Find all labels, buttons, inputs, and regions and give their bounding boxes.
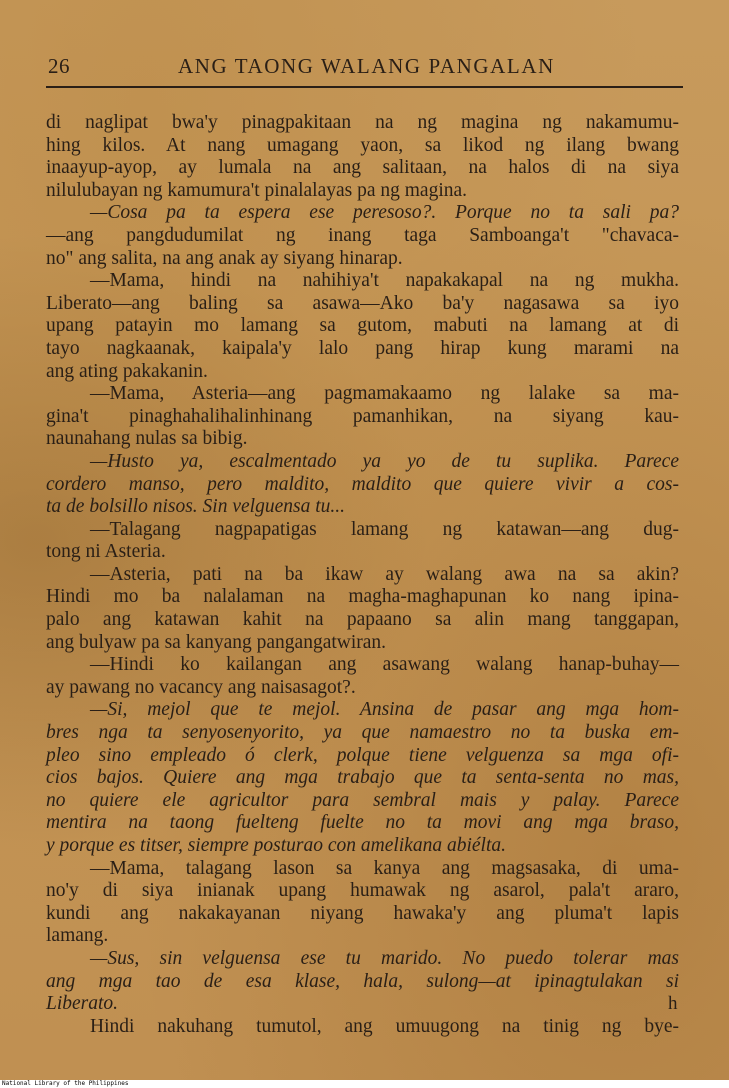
text-line: —Mama, hindi na nahihiya't napakakapal na ng mukha.	[90, 270, 679, 292]
text-line: —Husto ya, escalmentado ya yo de tu suplika. Parece	[90, 450, 679, 472]
header-rule	[46, 86, 683, 88]
signature-mark: h	[668, 993, 678, 1014]
text-line: Liberato.	[46, 993, 119, 1015]
text-line: inaayup-ayop, ay lumala na ang salitaan, na halos di na siya	[46, 157, 679, 179]
text-line: palo ang katawan kahit na papaano sa alin mang tanggapan,	[46, 609, 679, 631]
text-line: lamang.	[46, 925, 109, 947]
text-line: naunahang nulas sa bibig.	[46, 428, 248, 450]
text-line: Liberato—ang baling sa asawa—Ako ba'y nagasawa sa iyo	[46, 292, 679, 314]
text-line: upang patayin mo lamang sa gutom, mabuti na lamang at di	[46, 315, 679, 337]
text-line: kundi ang nakakayanan niyang hawaka'y ang pluma't lapis	[46, 902, 679, 924]
text-line: ang ating pakakanin.	[46, 360, 208, 382]
page-number: 26	[48, 54, 70, 78]
running-title: ANG TAONG WALANG PANGALAN	[178, 54, 555, 78]
text-line: Hindi nakuhang tumutol, ang umuugong na tinig ng bye-	[90, 1015, 679, 1037]
text-line: ay pawang no vacancy ang naisasagot?.	[46, 676, 356, 698]
text-line: di naglipat bwa'y pinagpakitaan na ng magina ng nakamumu-	[46, 112, 679, 133]
text-line: ang bulyaw pa sa kanyang pangangatwiran.	[46, 631, 387, 653]
text-line: pleo sino empleado ó clerk, polque tiene velguenza sa mga ofi-	[46, 744, 679, 766]
text-line: —Talagang nagpapatigas lamang ng katawan—ang dug-	[90, 518, 679, 540]
text-line: bres nga ta senyosenyorito, ya que namaestro no ta buska em-	[46, 722, 679, 744]
text-line: —Hindi ko kailangan ang asawang walang hanap-buhay—	[90, 654, 679, 676]
text-line: no quiere ele agricultor para sembral mais y palay. Parece	[46, 789, 679, 811]
text-line: tong ni Asteria.	[46, 541, 166, 563]
text-line: cordero manso, pero maldito, maldito que quiere vivir a cos-	[46, 473, 679, 495]
text-line: —ang pangdudumilat ng inang taga Samboanga't "chavaca-	[46, 224, 679, 246]
text-line: nilulubayan ng kamumura't pinalalayas pa ng magina.	[46, 179, 468, 201]
text-line: —Mama, talagang lason sa kanya ang magsasaka, di uma-	[90, 857, 679, 879]
text-line: ta de bolsillo nisos. Sin velguensa tu...	[46, 496, 345, 518]
text-line: —Sus, sin velguensa ese tu marido. No puedo tolerar mas	[90, 947, 679, 969]
text-line: mentira na taong fuelteng fuelte no ta movi ang mga braso,	[46, 812, 679, 834]
text-line: no'y di siya inianak upang humawak ng asarol, pala't araro,	[46, 880, 679, 902]
text-line: Hindi mo ba nalalaman na magha-maghapunan ko nang ipina-	[46, 586, 679, 608]
text-line: tayo nagkaanak, kaipala'y lalo pang hirap kung marami na	[46, 337, 679, 359]
text-line: —Mama, Asteria—ang pagmamakaamo ng lalake sa ma-	[90, 383, 679, 405]
body-text	[46, 112, 679, 1038]
text-line: —Asteria, pati na ba ikaw ay walang awa na sa akin?	[90, 563, 679, 585]
text-line: cios bajos. Quiere ang mga trabajo que ta senta-senta no mas,	[46, 767, 679, 789]
footer-credit: National Library of the Philippines	[0, 1080, 729, 1088]
text-line: y porque es titser, siempre posturao con amelikana abiélta.	[46, 835, 506, 856]
text-line: no" ang salita, na ang anak ay siyang hinarap.	[46, 247, 403, 269]
page-header	[46, 54, 683, 86]
text-line: ang mga tao de esa klase, hala, sulong—at ipinagtulakan si	[46, 970, 679, 992]
text-line: gina't pinaghahalihalinhinang pamanhikan, na siyang kau-	[46, 405, 679, 427]
text-line: —Cosa pa ta espera ese peresoso?. Porque no ta sali pa?	[90, 202, 679, 224]
text-line: hing kilos. At nang umagang yaon, sa likod ng ilang bwang	[46, 134, 679, 156]
text-line: —Si, mejol que te mejol. Ansina de pasar ang mga hom-	[90, 699, 679, 721]
